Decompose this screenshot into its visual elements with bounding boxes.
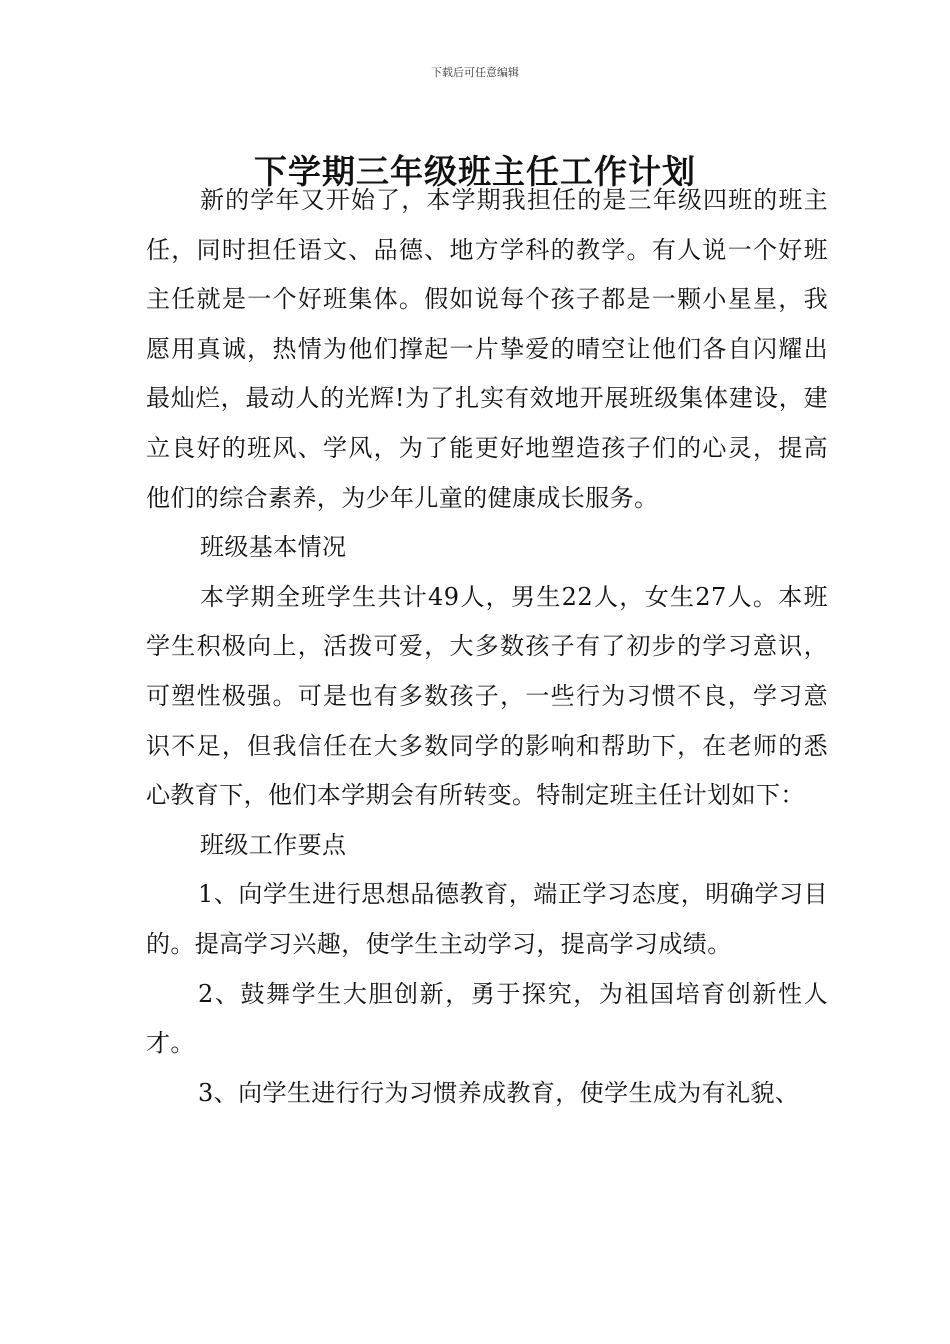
- list-item-3: 3、向学生进行行为习惯养成教育，使学生成为有礼貌、: [198, 1078, 800, 1107]
- section-heading-class-situation: 班级基本情况: [200, 533, 347, 562]
- document-title: 下学期三年级班主任工作计划: [254, 152, 696, 192]
- list-item-2: 2、鼓舞学生大胆创新，勇于探究，为祖国培育创新性人才。: [146, 979, 828, 1058]
- paragraph-class-situation: 本学期全班学生共计49人，男生22人，女生27人。本班学生积极向上，活拨可爱，大多数孩子有了初步的学习意识，可塑性极强。可是也有多数孩子，一些行为习惯不良，学习意识不足，但我信任在大多数同学的影响和帮助下，在老师的悉心教育下，他们本学期会有所转变。特制定班主任计划如下：: [146, 582, 828, 810]
- header-note: 下载后可任意编辑: [431, 66, 519, 79]
- paragraph-intro: 新的学年又开始了，本学期我担任的是三年级四班的班主任，同时担任语文、品德、地方学科的教学。有人说一个好班主任就是一个好班集体。假如说每个孩子都是一颗小星星，我愿用真诚，热情为他们撑起一片挚爱的晴空让他们各自闪耀出最灿烂，最动人的光辉!为了扎实有效地开展班级集体建设，建立良好的班风、学风，为了能更好地塑造孩子们的心灵，提高他们的综合素养，为少年儿童的健康成长服务。: [146, 186, 828, 512]
- section-heading-work-points: 班级工作要点: [200, 830, 347, 859]
- document-body: [146, 176, 828, 1118]
- list-item-1: 1、向学生进行思想品德教育，端正学习态度，明确学习目的。提高学习兴趣，使学生主动学习，提高学习成绩。: [146, 880, 828, 958]
